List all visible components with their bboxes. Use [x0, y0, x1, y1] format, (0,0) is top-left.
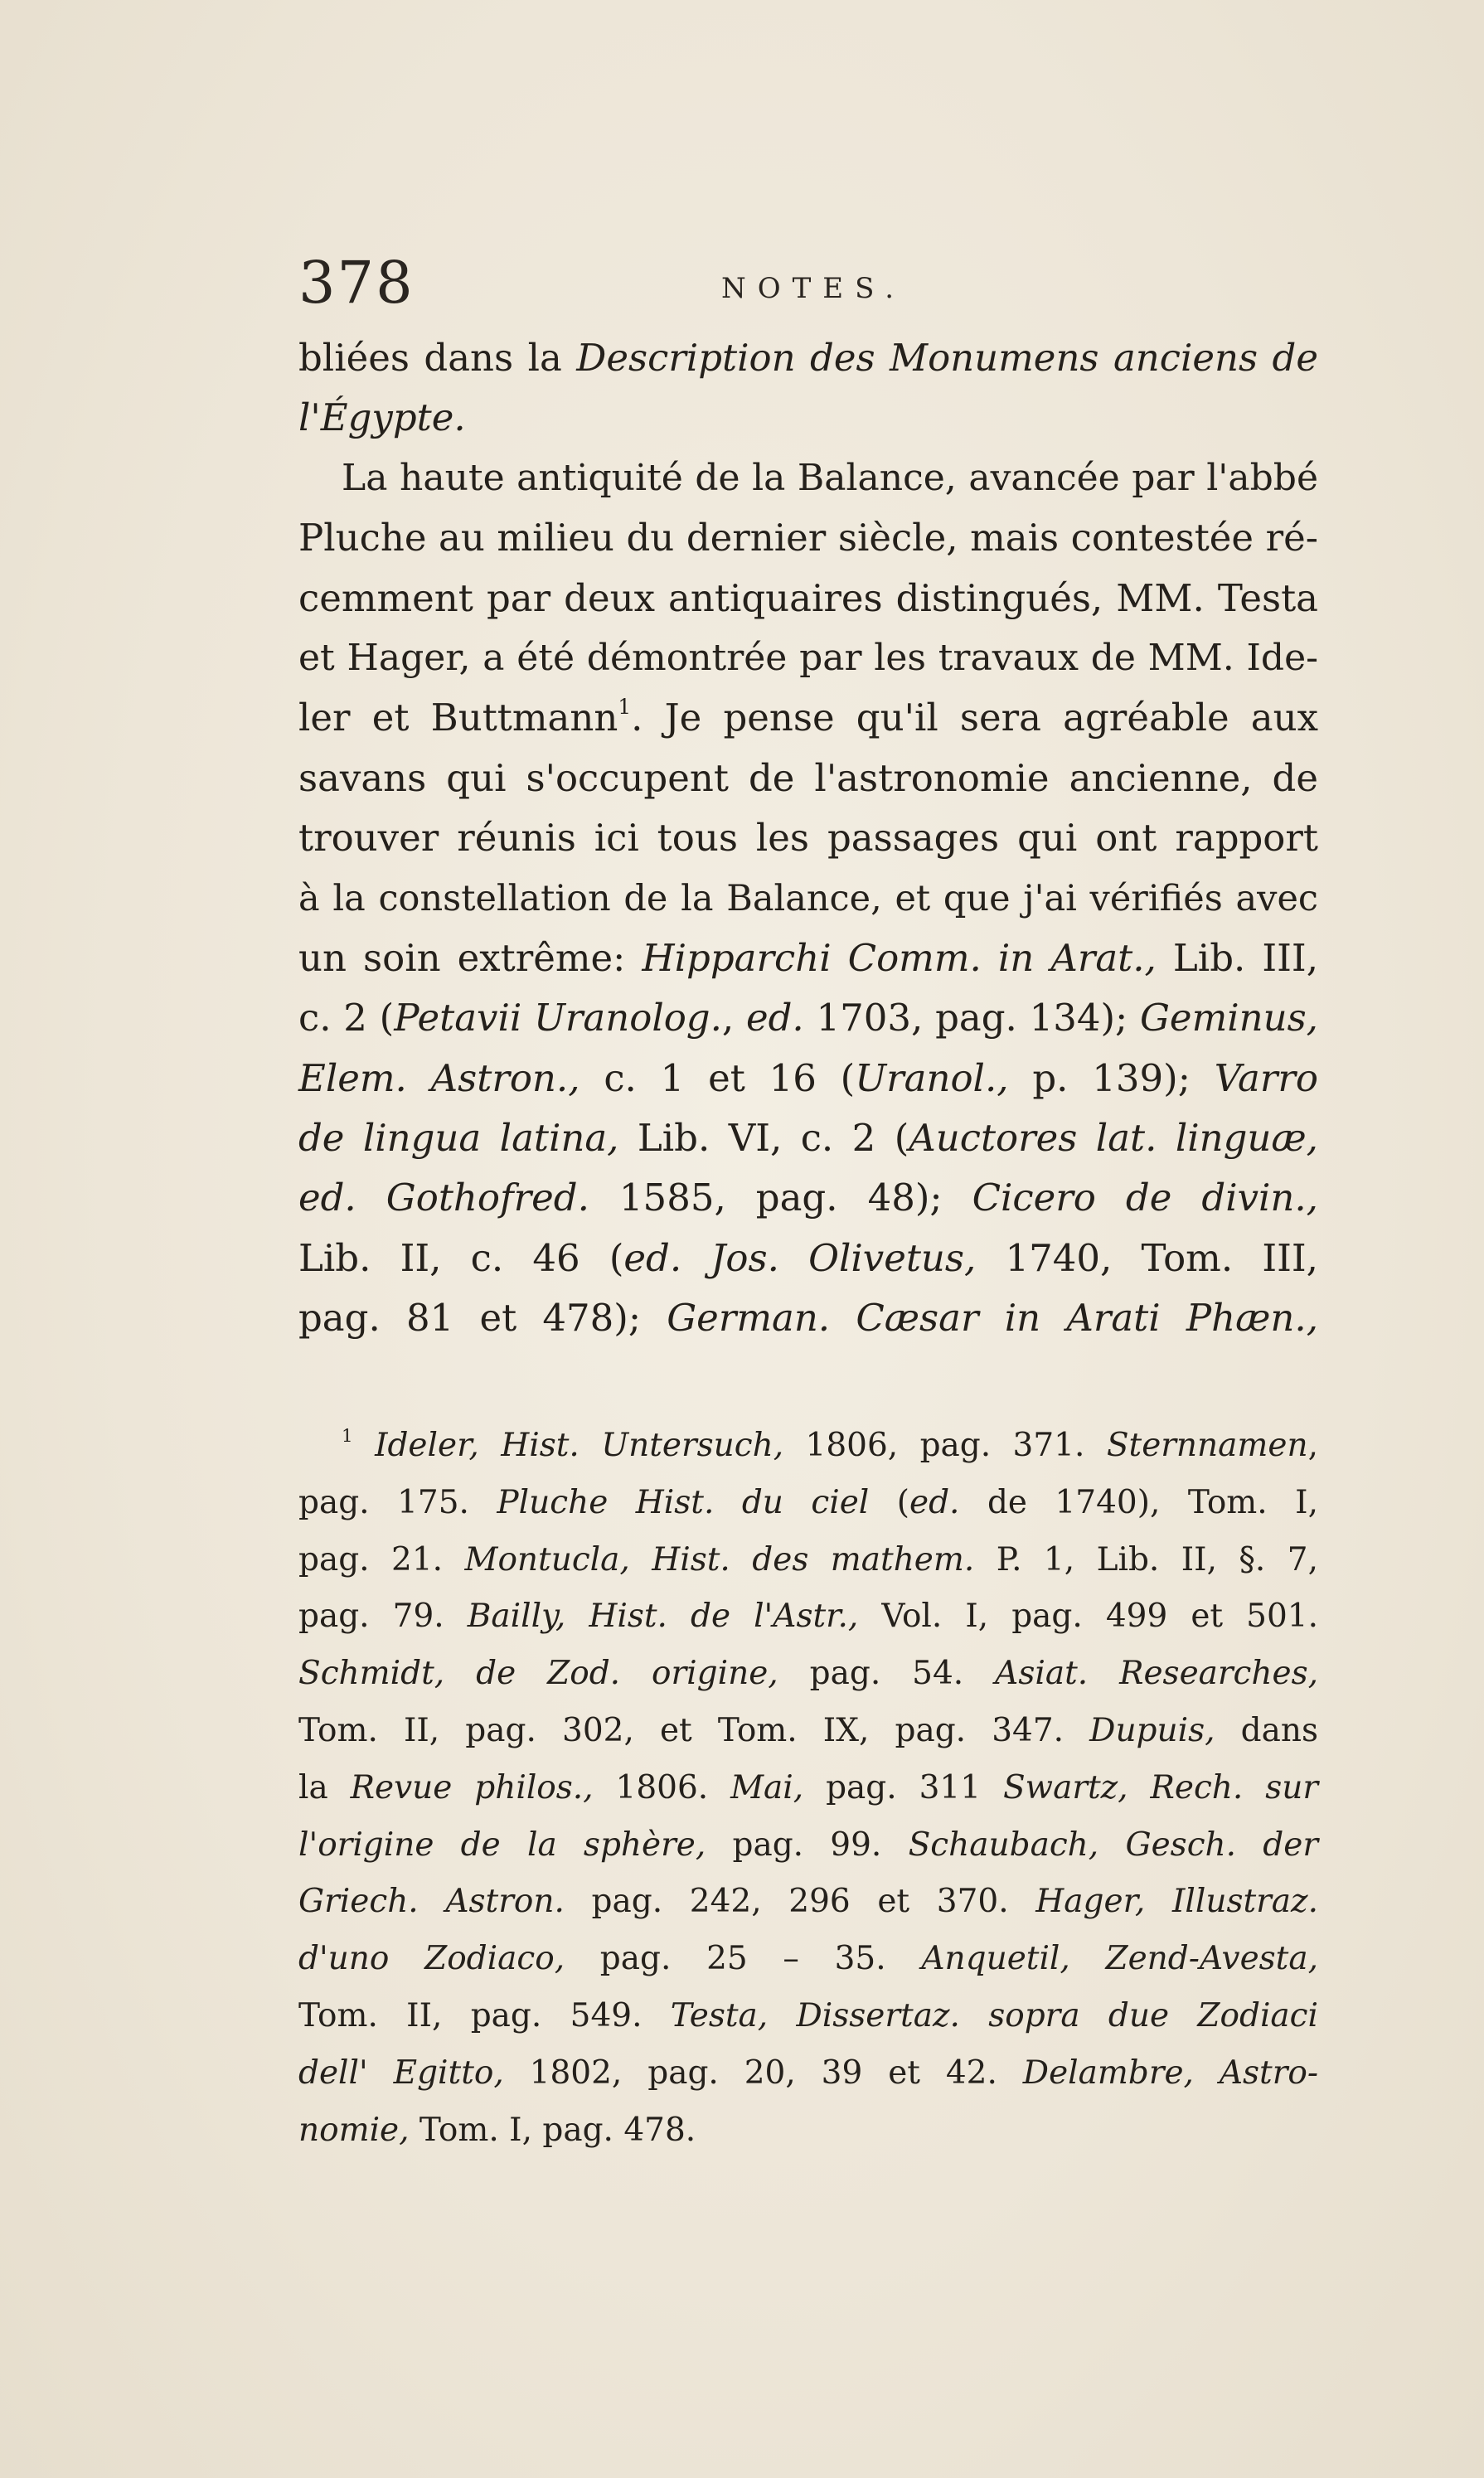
- footnote-line: Tom. II, pag. 302, et Tom. IX, pag. 347. Dupuis, dans: [298, 1711, 1319, 1749]
- text-line: savans qui s'occupent de l'astronomie ancienne, de: [298, 755, 1318, 800]
- text-line: de lingua latina, Lib. VI, c. 2 (Auctores lat. linguæ,: [298, 1116, 1318, 1161]
- footnote-line: pag. 21. Montucla, Hist. des mathem. P. 1, Lib. II, §. 7,: [298, 1540, 1318, 1578]
- page-number: 378: [298, 249, 415, 317]
- text-line: bliées dans la Description des Monumens anciens de: [298, 336, 1318, 380]
- footnote-line: pag. 79. Bailly, Hist. de l'Astr., Vol. I, pag. 499 et 501.: [298, 1598, 1318, 1636]
- footnote-line: Tom. II, pag. 549. Testa, Dissertaz. sopra due Zodiaci: [298, 1996, 1318, 2034]
- text-line: Lib. II, c. 46 (ed. Jos. Olivetus, 1740, Tom. III,: [298, 1235, 1318, 1280]
- footnotes: [298, 1418, 1318, 2159]
- text-line: un soin extrême: Hipparchi Comm. in Arat., Lib. III,: [298, 935, 1319, 980]
- text-line: trouver réunis ici tous les passages qui ont rapport: [298, 816, 1318, 861]
- footnote-line: d'uno Zodiaco, pag. 25 – 35. Anquetil, Zend-Avesta,: [298, 1940, 1318, 1978]
- footnote-marker: 1: [342, 1425, 353, 1447]
- footnote-line: nomie, Tom. I, pag. 478.: [298, 2111, 696, 2149]
- text-line: ler et Buttmann$^1$. Je pense qu'il sera agréable aux: [298, 695, 1318, 740]
- footnote-line: Griech. Astron. pag. 242, 296 et 370. Hager, Illustraz.: [298, 1883, 1318, 1921]
- text-line: c. 2 (Petavii Uranolog., ed. 1703, pag. 134); Geminus,: [298, 996, 1318, 1040]
- text-line: à la constellation de la Balance, et que j'ai vérifiés avec: [298, 877, 1318, 919]
- footnote-line: pag. 175. Pluche Hist. du ciel (ed. de 1740), Tom. I,: [298, 1483, 1318, 1521]
- footnote-line: l'origine de la sphère, pag. 99. Schaubach, Gesch. der: [298, 1826, 1318, 1864]
- page-header: [298, 249, 1318, 315]
- running-head: NOTES.: [721, 272, 906, 305]
- footnote-line: dell' Egitto, 1802, pag. 20, 39 et 42. Delambre, Astro-: [298, 2054, 1318, 2092]
- footnote-line: $^1$ Ideler, Hist. Untersuch, 1806, pag. 371. Sternnamen,: [342, 1425, 1318, 1464]
- footnote-line: la Revue philos., 1806. Mai, pag. 311 Swartz, Rech. sur: [298, 1768, 1319, 1806]
- text-line: ed. Gothofred. 1585, pag. 48); Cicero de divin.,: [298, 1176, 1318, 1220]
- text-line: La haute antiquité de la Balance, avancée par l'abbé: [342, 456, 1318, 499]
- footnote-line: Schmidt, de Zod. origine, pag. 54. Asiat. Researches,: [298, 1655, 1318, 1693]
- text-line: l'Égypte.: [298, 395, 466, 440]
- text-line: et Hager, a été démontrée par les travaux de MM. Ide-: [298, 636, 1318, 679]
- text-line: cemment par deux antiquaires distingués, MM. Testa: [298, 575, 1318, 620]
- footnote-reference: 1: [618, 695, 632, 720]
- main-text: [298, 328, 1318, 1349]
- text-line: pag. 81 et 478); German. Cæsar in Arati Phæn.,: [298, 1296, 1319, 1341]
- text-line: Pluche au milieu du dernier siècle, mais contestée ré-: [298, 516, 1318, 560]
- text-line: Elem. Astron., c. 1 et 16 (Uranol., p. 139); Varro: [298, 1055, 1318, 1100]
